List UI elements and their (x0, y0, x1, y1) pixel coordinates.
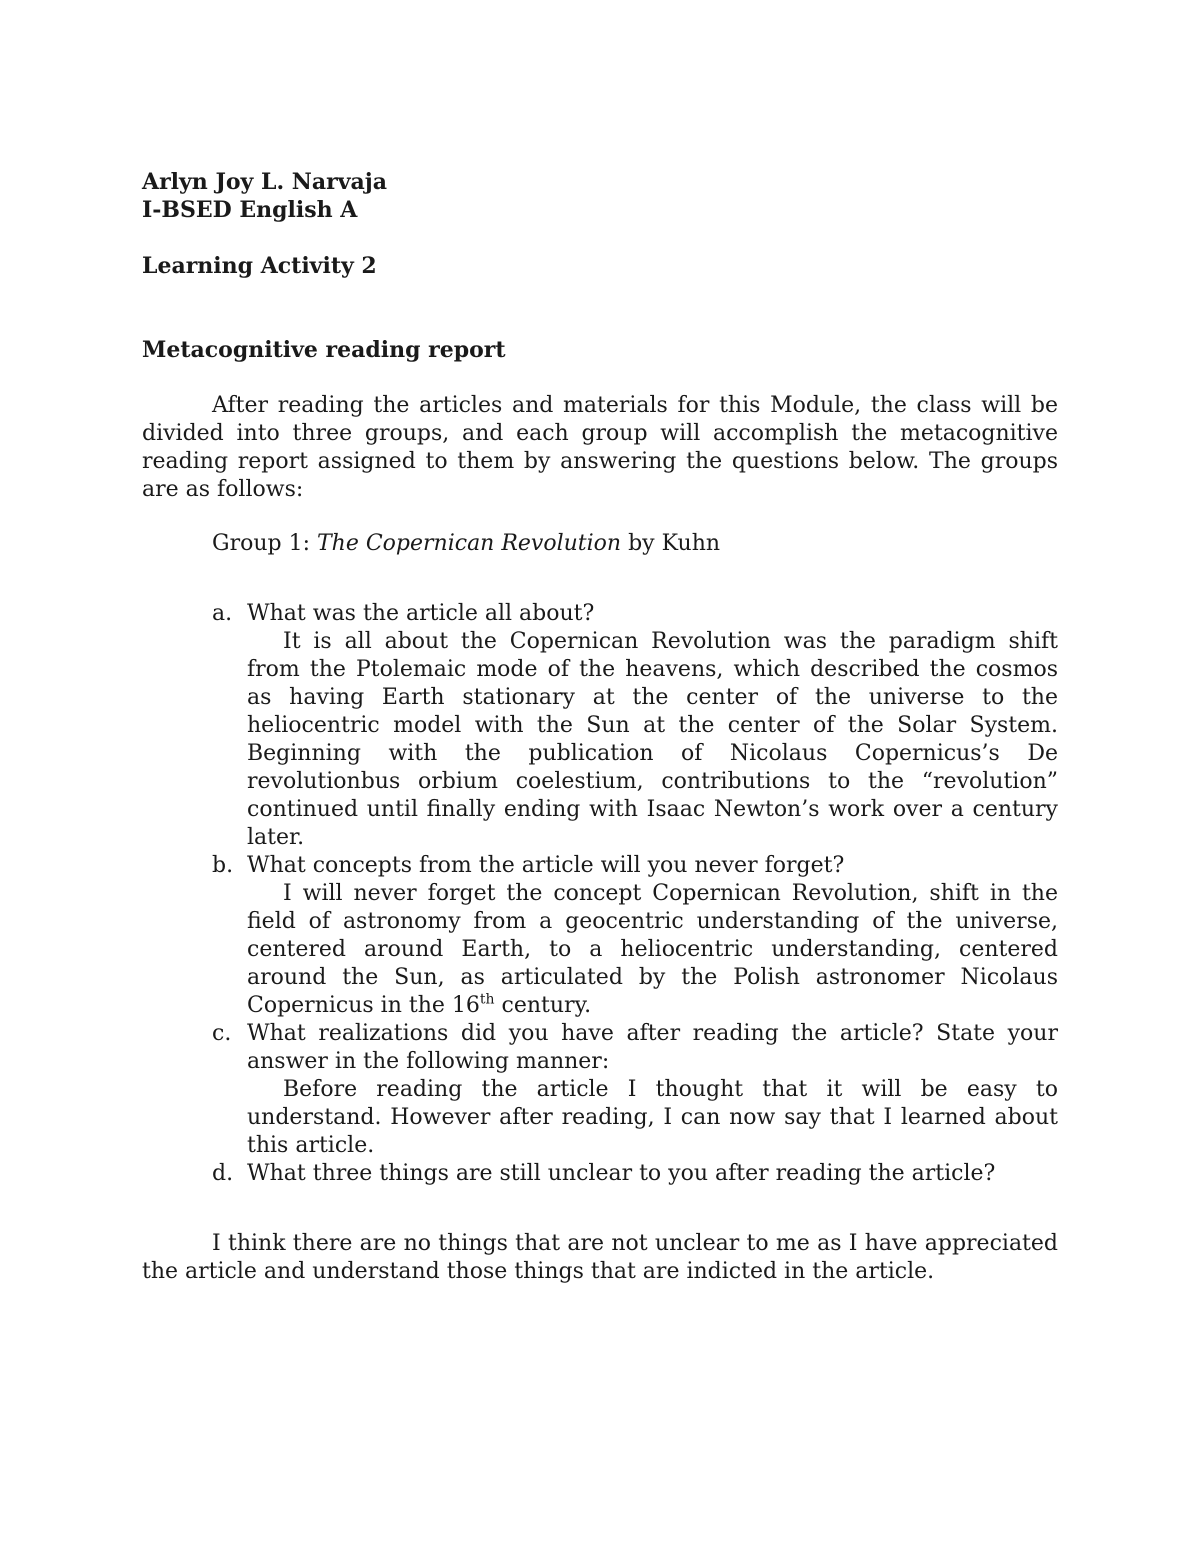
spacer (142, 280, 1058, 308)
spacer (142, 364, 1058, 392)
answer-text-part: I will never forget the concept Copernican Revolution, shift in the field of astronomy from a geocentric understanding of the universe, centered around Earth, to a heliocentric understanding, centered around the Sun, as articulated by the Polish astronomer Nicolaus Copernicus in the 16 (247, 881, 1058, 1018)
student-section: I-BSED English A (142, 197, 358, 223)
report-title: Metacognitive reading report (142, 337, 506, 363)
closing-paragraph: I think there are no things that are not unclear to me as I have appreciated the article and understand those things that are indicted in the article. (142, 1231, 1058, 1284)
question-item (142, 1020, 1058, 1160)
question-marker: a. (212, 601, 233, 626)
intro-paragraph: After reading the articles and materials for this Module, the class will be divided into three groups, and each group will accomplish the metacognitive reading report assigned to them by answering the questions below. The groups are as follows: (142, 393, 1058, 502)
question-marker: c. (212, 1021, 232, 1046)
student-name: Arlyn Joy L. Narvaja (142, 169, 387, 195)
group-article-title: The Copernican Revolution (316, 531, 622, 556)
group-prefix: Group 1: (212, 531, 317, 556)
question-item (142, 852, 1058, 1020)
group-assignment (142, 530, 1058, 558)
question-text: What realizations did you have after reading the article? State your answer in the following manner: (247, 1021, 1058, 1074)
answer-text-part: century. (494, 993, 592, 1018)
question-marker: d. (212, 1161, 234, 1186)
answer-text (247, 880, 1058, 1020)
answer-text: It is all about the Copernican Revolution was the paradigm shift from the Ptolemaic mode of the heavens, which described the cosmos as having Earth stationary at the center of the universe to the heliocentric model with the Sun at the center of the Solar System. Beginning with the publication of Nicolaus Copernicus’s De revolutionbus orbium coelestium, contributions to the “revolution” continued until finally ending with Isaac Newton’s work over a century later. (247, 629, 1058, 850)
activity-title: Learning Activity 2 (142, 253, 377, 279)
question-text: What three things are still unclear to you after reading the article? (247, 1161, 996, 1186)
spacer (142, 308, 1058, 336)
question-text: What concepts from the article will you never forget? (247, 853, 845, 878)
question-item (142, 600, 1058, 852)
spacer (142, 224, 1058, 252)
document-page (142, 168, 1058, 1286)
answer-text: Before reading the article I thought that it will be easy to understand. However after reading, I can now say that I learned about this article. (247, 1077, 1058, 1158)
question-marker: b. (212, 853, 234, 878)
question-list (142, 600, 1058, 1188)
group-author: by Kuhn (621, 531, 721, 556)
ordinal-suffix: th (479, 991, 495, 1008)
question-item (142, 1160, 1058, 1188)
question-text: What was the article all about? (247, 601, 595, 626)
